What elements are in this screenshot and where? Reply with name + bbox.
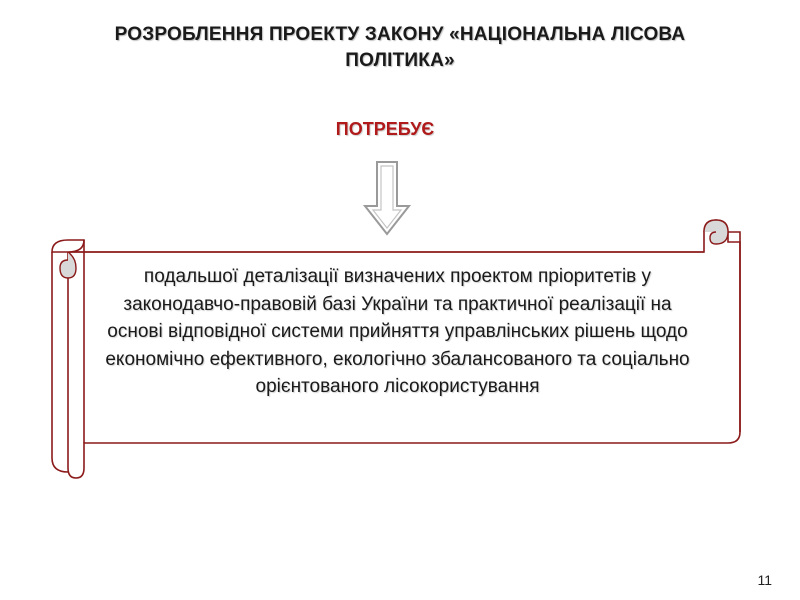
scroll-body-text: подальшої деталізації визначених проектом пріоритетів у законодавчо-правовій базі України та практичної реалізації на основі відповідної системи прийняття управлінських рішень щодо економічно ефективного, екологічно збалансованого та соціально орієнтованого лісокористування: [105, 266, 690, 397]
slide-title: РОЗРОБЛЕННЯ ПРОЕКТУ ЗАКОНУ «НАЦІОНАЛЬНА ЛІСОВА ПОЛІТИКА»: [114, 24, 686, 71]
page-number: 11: [757, 572, 772, 588]
subheading-requires: ПОТРЕБУЄ: [335, 119, 435, 139]
